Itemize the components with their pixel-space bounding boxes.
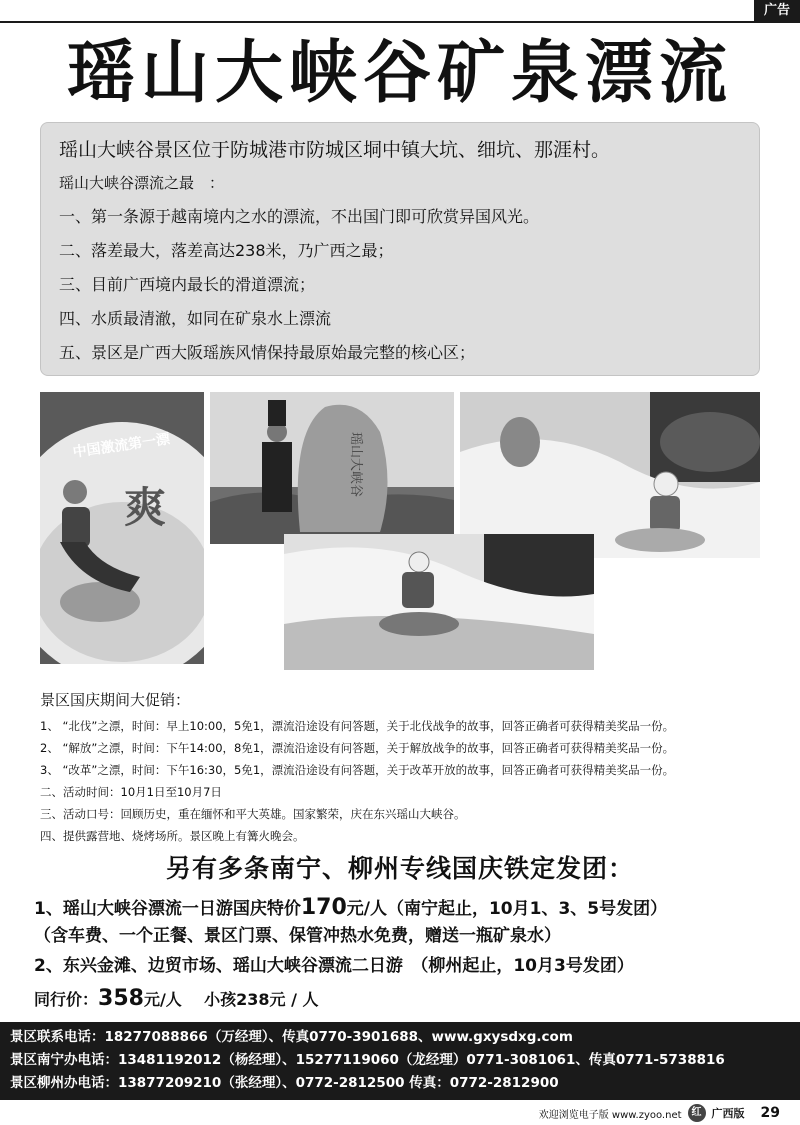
photo-carved-rock [210, 392, 454, 544]
poster-brush-character: 爽 [123, 483, 167, 532]
child-value: 238 [236, 990, 270, 1009]
footer-edition: 广西版 [711, 1107, 745, 1120]
intro-item: 四、水质最清澈，如同在矿泉水上漂流 [59, 309, 332, 328]
page-title: 瑶山大峡谷矿泉漂流 [66, 34, 733, 113]
footer [539, 1102, 780, 1124]
ad-tag: 广告 [754, 0, 800, 22]
price-unit: 元/人 [143, 990, 182, 1009]
promo-line: 2、 “解放”之漂，时间：下午14:00，8免1，漂流沿途设有问答题，关于解放战争的故事，回答正确者可获得精美奖品一份。 [40, 741, 675, 755]
intro-item: 一、第一条源于越南境内之水的漂流，不出国门即可欣赏异国风光。 [59, 207, 540, 226]
contact-band [0, 1022, 800, 1100]
promo-line: 3、 “改革”之漂，时间：下午16:30，5免1，漂流沿途设有问答题，关于改革开放的故事，回答正确者可获得精美奖品一份。 [40, 763, 675, 777]
price-value: 358 [98, 986, 144, 1011]
header-rule [0, 21, 800, 23]
rock-carving: 瑶山大峡谷 [348, 432, 363, 498]
contact-line-scenic: 景区联系电话：18277088866（万经理）、传真0770-3901688、www.gxysdxg.com [10, 1029, 573, 1045]
route-two: 2、东兴金滩、边贸市场、瑶山大峡谷漂流二日游 （柳州起止，10月3号发团） [34, 956, 634, 976]
price-label: 同行价： [34, 990, 99, 1009]
footer-welcome: 欢迎浏览电子版 www.zyoo.net [538, 1109, 682, 1121]
promo-line: 三、活动口号：回顾历史，重在缅怀和平大英雄。国家繁荣，庆在东兴瑶山大峡谷。 [40, 807, 466, 821]
promo-line: 1、 “北伐”之漂，时间：早上10:00，5免1，漂流沿途设有问答题，关于北伐战争的故事，回答正确者可获得精美奖品一份。 [40, 719, 675, 733]
intro-subhead: 瑶山大峡谷漂流之最 ： [59, 174, 225, 192]
intro-item: 三、目前广西境内最长的滑道漂流； [59, 275, 316, 294]
intro-item: 五、景区是广西大阪瑶族风情保持最原始最完整的核心区； [59, 343, 476, 362]
poster-caption: 中国激流第一漂 [71, 431, 172, 461]
promo-heading: 景区国庆期间大促销： [40, 691, 191, 709]
intro-item: 二、落差最大，落差高达238米，乃广西之最； [59, 241, 394, 260]
route-one-label: 1、瑶山大峡谷漂流一日游国庆特价 [34, 899, 301, 919]
photo-rafting-poster [40, 392, 204, 664]
publisher-logo-icon: 红 [688, 1104, 706, 1122]
contact-line-nanning: 景区南宁办电话：13481192012（杨经理）、15277119060（龙经理）0771-3081061、传真0771-5738816 [10, 1052, 725, 1068]
routes-heading: 另有多条南宁、柳州专线国庆铁定发团： [165, 854, 634, 883]
route-one-price: 170 [300, 895, 347, 920]
intro-box [40, 122, 760, 376]
route-one-detail: 元/人（南宁起止，10月1、3、5号发团） [346, 899, 668, 919]
route-one-note: （含车费、一个正餐、景区门票、保管冲热水免费，赠送一瓶矿泉水） [34, 926, 561, 946]
photo-rafting-center [284, 534, 594, 670]
promo-line: 四、提供露营地、烧烤场所。景区晚上有篝火晚会。 [40, 829, 305, 843]
child-unit: 元 / 人 [269, 990, 319, 1009]
intro-location: 瑶山大峡谷景区位于防城港市防城区垌中镇大坑、细坑、那涯村。 [59, 139, 611, 161]
promo-line: 二、活动时间：10月1日至10月7日 [40, 785, 222, 799]
child-label: 小孩 [204, 990, 237, 1009]
route-one [34, 896, 667, 921]
contact-line-liuzhou: 景区柳州办电话：13877209210（张经理）、0772-2812500 传真：0772-2812900 [10, 1075, 559, 1091]
page-number: 29 [760, 1105, 780, 1121]
trade-price [34, 986, 319, 1013]
